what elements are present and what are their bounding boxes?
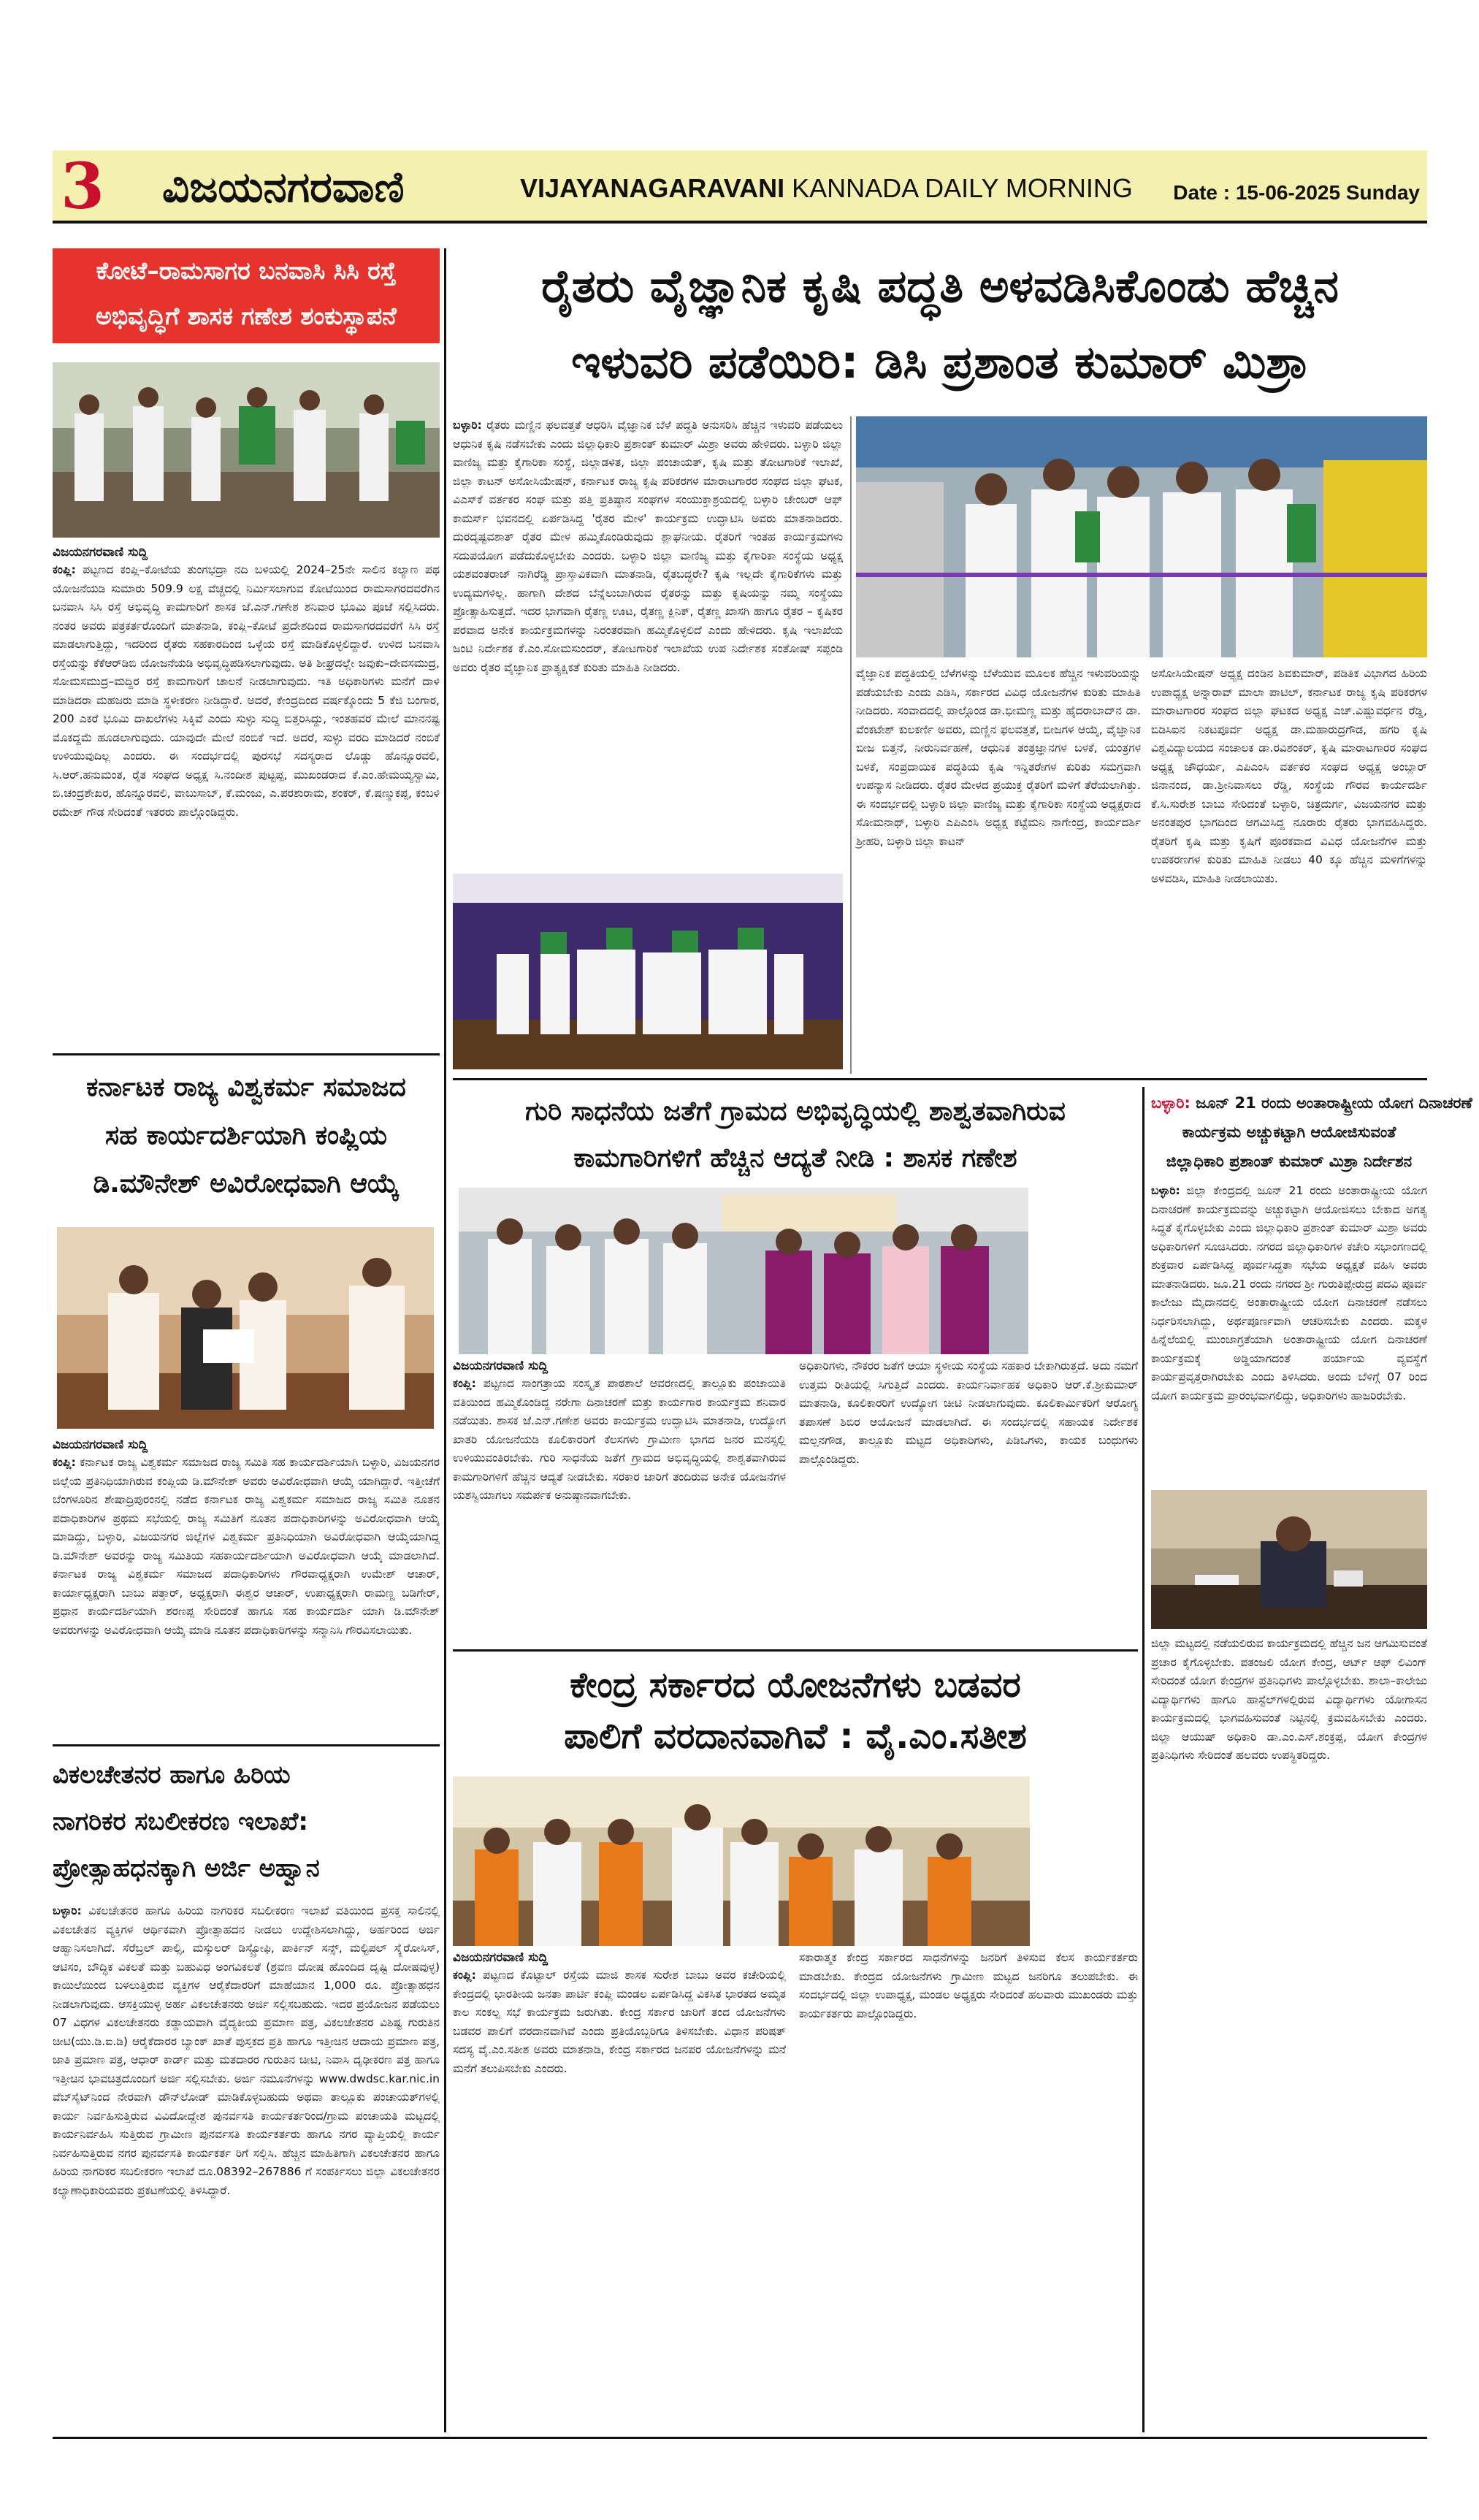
story-yoga-body-a [1151,1182,1427,1481]
column-rule-right [1142,1087,1144,2432]
story-kote-body-text: ಪಟ್ಟಣದ ಕಂಪ್ಲಿ–ಕೋಟೆಯ ತುಂಗಭದ್ರಾ ನದಿ ಬಳಿಯಲ್ಲಿ 2024–25ನೇ ಸಾಲಿನ ಕಲ್ಯಾಣ ಪಥ ಯೋಜನೆಯಡಿ ಸುಮಾರು 509.9 ಲಕ್ಷ ವೆಚ್ಚದಲ್ಲಿ ನಿರ್ಮಿಸಲಾಗುವ ಕೋಟೆಯಿಂದ ರಾಮಸಾಗರದವರೆಗಿನ ಬನವಾಸಿ ಸಿಸಿ ರಸ್ತೆ ಅಭಿವೃದ್ಧಿ ಕಾಮಗಾರಿಗೆ ಶಾಸಕ ಜೆ.ಎನ್.ಗಣೇಶ ಶನಿವಾರ ಭೂಮಿ ಪೂಜೆ ಸಲ್ಲಿಸಿದರು. ನಂತರ ಅವರು ಪತ್ರಕರ್ತರೊಂದಿಗೆ ಮಾತನಾಡಿ, ಕಂಪ್ಲಿ–ಕೋಟೆ ಪ್ರದೇಶದಿಂದ ರಾಮಸಾಗರದವರೆಗೆ ಸಿಸಿ ರಸ್ತೆ ಮಾಡಲಾಗುತ್ತಿದ್ದು, ಇದರಿಂದ ರೈತರು ಸಹಕಾರದಿಂದ ಒಳ್ಳೆಯ ರಸ್ತೆ ಮಾಡಿಕೊಳ್ಳಲಿದ್ದಾರೆ. ಉಳಿದ ಬನವಾಸಿ ರಸ್ತೆಯನ್ನು ಕೆಕೆಆರ್‌ಡಿಬಿ ಯೋಜನೆಯಡಿ ಅಭಿವೃದ್ಧಿಪಡಿಸಲಾಗುವುದು. ಅತಿ ಶೀಘ್ರದಲ್ಲೇ ಜವುಕು–ದೇವಸಮುದ್ರ, ಸೋಮಸಮುದ್ರ–ಮದ್ದಿರ ರಸ್ತೆ ಕಾಮಗಾರಿಗೆ ಚಾಲನೆ ನೀಡಲಾಗುವುದು. ಇತಿ ಅಧಿಕಾರಿಗಳು ಮನೆಗೆ ದಾಳಿ ಮಾಡಿದರಾ ಮಹಜರು ಮಾಡಿ ಸ್ಥಳೀಕರಣ ನೀಡಿದ್ದಾರೆ. ಅದರೆ, ಕೇಂದ್ರದಿಂದ ವರ್ಷಕ್ಕೊಂದು 5 ಕೆಜಿ ಬಂಗಾರ, 200 ಎಕರೆ ಭೂಮಿ ದಾಖಲೆಗಳು ಸಿಕ್ಕಿವೆ ಎಂದು ಸುಳ್ಳು ಸುದ್ದಿ ಬಿತ್ತರಿಸಿದ್ದು, ಇಂತಹವರ ಮೇಲೆ ಮಾನನಷ್ಟ ಮೊಕದ್ದಮೆ ಹೂಡಲಾಗುವುದು. ಯಾವುದೇ ಮೇಲೆ ನಂಬಿಕೆ ಇದೆ. ಅದರೆ, ಸುಳ್ಳು ವರದಿ ಮಾಡಿದರೆ ನಂಬಿಕೆ ಉಳಿಯುವುದಿಲ್ಲ ಎಂದರು. ಈ ಸಂದರ್ಭದಲ್ಲಿ ಪುರಸಭೆ ಸದಸ್ಯರಾದ ಲೊಡ್ಡು ಹೊನ್ನೂರವಲಿ, ಸಿ.ಆರ್.ಹನುಮಂತ, ರೈತ ಸಂಘದ ಅಧ್ಯಕ್ಷ ಸಿ.ನಂದೀಶ ಪುಟ್ಟಪ್ಪ, ಮುಖಂಡರಾದ ಕೆ.ಎಂ.ಹೇಮಯ್ಯಸ್ವಾಮಿ, ಬಿ.ಚಂದ್ರಶೇಖರ, ಹೊನ್ನೂರವಲಿ, ವಾಬುಸಾಬ್, ಕೆ.ಮಂಜು, ಎ.ಪರಶುರಾಮ, ಶಂಕರ್, ಕೆ.ಷಣ್ಮುಕಪ್ಪ, ಕಂಬಳಿ ರಮೇಶ್ ಗೌಡ ಸೇರಿದಂತೆ ಇತರರು ಪಾಲ್ಗೊಂಡಿದ್ದರು. [53,563,440,819]
divider-kote [53,1053,440,1055]
story-yoga-headline-line3: ಜಿಲ್ಲಾಧಿಕಾರಿ ಪ್ರಶಾಂತ್ ಕುಮಾರ್ ಮಿಶ್ರಾ ನಿರ್ದೇಶನ [1166,1153,1413,1170]
story-guri-headline-line2: ಕಾಮಗಾರಿಗಳಿಗೆ ಹೆಚ್ಚಿನ ಆದ್ಯತೆ ನೀಡಿ : ಶಾಸಕ ಗಣೇಶ [573,1143,1017,1173]
story-raitaru-ribbon-photo [856,416,1427,657]
story-vishwakarma-headline-line2: ಸಹ ಕಾರ್ಯದರ್ಶಿಯಾಗಿ ಕಂಪ್ಲಿಯ [105,1120,387,1150]
road-inauguration-photo-icon [53,362,440,538]
stage-event-photo-icon [453,874,843,1069]
divider-raitaru [453,1078,1427,1080]
story-kote-byline: ವಿಜಯನಗರವಾಣಿ ಸುದ್ದಿ [53,545,148,560]
logo-english-rest: KANNADA DAILY MORNING [784,173,1133,203]
story-raitaru-body-a [453,416,843,866]
story-kote-text [53,543,440,1047]
story-yoga-headline [1151,1088,1472,1177]
newspaper-logo-kannada: ವಿಜಯನಗರವಾಣಿ [162,162,405,212]
story-kote-body [53,561,440,1043]
divider-guri [453,1649,1138,1652]
story-vishwakarma-dateline: ಕಂಪ್ಲಿ: [53,1456,76,1469]
story-kendra-headline-line1: ಕೇಂದ್ರ ಸರ್ಕಾರದ ಯೋಜನೆಗಳು ಬಡವರ [570,1665,1021,1706]
column-rule-top-mid [850,416,852,1074]
story-raitaru-dateline: ಬಳ್ಳಾರಿ: [453,419,482,432]
story-yoga-col-bottom [1151,1635,1427,2428]
story-vikalachetana-body [53,1902,440,2425]
story-guri-dateline: ಕಂಪ್ಲಿ: [453,1377,476,1390]
story-yoga-headline-line2: ಕಾರ್ಯಕ್ರಮ ಅಚ್ಚುಕಟ್ಟಾಗಿ ಆಯೋಜಿಸುವಂತೆ [1182,1123,1396,1141]
story-yoga-col-top [1151,1182,1427,1484]
story-yoga-headline-line1-text: ಜೂನ್ 21 ರಂದು ಅಂತಾರಾಷ್ಟ್ರೀಯ ಯೋಗ ದಿನಾಚರಣೆ [1190,1094,1472,1112]
story-kote-headline-line1: ಕೋಟೆ–ರಾಮಸಾಗರ ಬನವಾಸಿ ಸಿಸಿ ರಸ್ತೆ [96,256,397,285]
story-yoga-headline-lead: ಬಳ್ಳಾರಿ: [1151,1094,1191,1112]
masthead [53,150,1427,224]
story-kote-photo [53,362,440,538]
story-raitaru-body-b: ವೈಜ್ಞಾನಿಕ ಪದ್ಧತಿಯಲ್ಲಿ ಬೆಳೆಗಳನ್ನು ಬೆಳೆಯುವ ಮೂಲಕ ಹೆಚ್ಚಿನ ಇಳುವರಿಯನ್ನು ಪಡೆಯಬೇಕು ಎಂದು ಎಡಿಸಿ, ಸರ್ಕಾರದ ವಿವಿಧ ಯೋಜನೆಗಳ ಕುರಿತು ಮಾಹಿತಿ ನೀಡಿದರು. ಸಂವಾದದಲ್ಲಿ ಪಾಲ್ಗೊಂಡ ಡಾ.ಭೀಮಣ್ಣ ಮತ್ತು ಹೈದರಾಬಾದ್‌ನ ಡಾ. ವೆಂಕಟೇಶ್ ಕುಲಕರ್ಣಿ ಅವರು, ಮಣ್ಣಿನ ಫಲವತ್ತತೆ, ಬೀಜಗಳ ಆಯ್ಕೆ, ವೈಜ್ಞಾನಿಕ ಬೀಜ ಬಿತ್ತನೆ, ನೀರುನಿರ್ವಹಣೆ, ಆಧುನಿಕ ತಂತ್ರಜ್ಞಾನಗಳ ಬಳಕೆ, ಯಂತ್ರಗಳ ಬಳಕೆ, ಸಂಪ್ರದಾಯಿಕ ಪದ್ಧತಿಯ ಕೃಷಿ ಇನ್ನಿತರೇಗಳ ಕುರಿತು ಸಮಗ್ರವಾಗಿ ಉಪನ್ಯಾಸ ನೀಡಿದರು. ರೈತರ ಮೇಳದ ಪ್ರಯುಕ್ತ ರೈತರಿಗೆ ಮಳಿಗೆ ತೆರೆಯಲಾಗಿತ್ತು. ಈ ಸಂದರ್ಭದಲ್ಲಿ ಬಳ್ಳಾರಿ ಜಿಲ್ಲಾ ವಾಣಿಜ್ಯ ಮತ್ತು ಕೈಗಾರಿಕಾ ಸಂಸ್ಥೆಯ ಅಧ್ಯಕ್ಷರಾದ ಸೋಮನಾಥ್, ಬಳ್ಳಾರಿ ಎಪಿಎಂಸಿ ಅಧ್ಯಕ್ಷ ಕಟ್ಟೆಮನಿ ನಾಗೇಂದ್ರ, ಕಾರ್ಯದರ್ಶಿ ಶ್ರೀಹರಿ, ಬಳ್ಳಾರಿ ಜಿಲ್ಲಾ ಕಾಟನ್ [856,667,1141,848]
story-vishwakarma-byline: ವಿಜಯನಗರವಾಣಿ ಸುದ್ದಿ [53,1437,148,1452]
story-kote-headline-line2: ಅಭಿವೃದ್ಧಿಗೆ ಶಾಸಕ ಗಣೇಶ ಶಂಕುಸ್ಥಾಪನೆ [96,302,397,330]
story-yoga-dateline: ಬಳ್ಳಾರಿ: [1151,1184,1180,1197]
story-raitaru-col1 [453,416,843,869]
story-guri-byline: ವಿಜಯನಗರವಾಣಿ ಸುದ್ದಿ [453,1359,549,1373]
story-guri-col2 [799,1357,1138,1643]
story-kote-dateline: ಕಂಪ್ಲಿ: [53,563,76,576]
issue-date: Date : 15-06-2025 Sunday [1173,181,1420,204]
felicitation-photo-icon [57,1227,434,1429]
story-kendra-body-b: ಸಕಾರಾತ್ಮಕ ಕೇಂದ್ರ ಸರ್ಕಾರದ ಸಾಧನೆಗಳನ್ನು ಜನರಿಗೆ ತಿಳಿಸುವ ಕೆಲಸ ಕಾರ್ಯಕರ್ತರು ಮಾಡಬೇಕು. ಕೇಂದ್ರದ ಯೋಜನೆಗಳು ಗ್ರಾಮೀಣ ಮಟ್ಟದ ಜನರಿಗೂ ತಲುಪಬೇಕು. ಈ ಸಂದರ್ಭದಲ್ಲಿ ಜಿಲ್ಲಾ ಉಪಾಧ್ಯಕ್ಷ, ಮಂಡಲ ಅಧ್ಯಕ್ಷರು ಸೇರಿದಂತೆ ಹಲವಾರು ಮುಖಂಡರು ಮತ್ತು ಕಾರ್ಯಕರ್ತರು ಪಾಲ್ಗೊಂಡಿದ್ದರು. [799,1951,1138,2020]
story-kendra-col1 [453,1949,786,2428]
story-guri-body-b: ಅಧಿಕಾರಿಗಳು, ನೌಕರರ ಜತೆಗೆ ಆಯಾ ಸ್ಥಳೀಯ ಸಂಸ್ಥೆಯ ಸಹಕಾರ ಬೇಕಾಗಿರುತ್ತದೆ. ಅದು ನಮಗೆ ಉತ್ತಮ ರೀತಿಯಲ್ಲಿ ಸಿಗುತ್ತಿದೆ ಎಂದರು. ಕಾರ್ಯನಿರ್ವಾಹಕ ಅಧಿಕಾರಿ ಆರ್.ಕೆ.ಶ್ರೀಕುಮಾರ್ ಮಾತನಾಡಿ, ಕೂಲಿಕಾರರಿಗೆ ಉದ್ಯೋಗ ಚೀಟಿ ನೀಡಲಾಗುವುದು. ಕೂಲಿಕಾರ್ಮಿಕರಿಗೆ ಆರೋಗ್ಯ ತಪಾಸಣೆ ಶಿಬಿರ ಆಯೋಜನೆ ಮಾಡಲಾಗಿದೆ. ಈ ಸಂದರ್ಭದಲ್ಲಿ ಸಹಾಯಕ ನಿರ್ದೇಶಕ ಮಲ್ಲನಗೌಡ, ತಾಲ್ಲೂಕು ಮಟ್ಟದ ಅಧಿಕಾರಿಗಳು, ಪಿಡಿಒಗಳು, ಕಾಯಕ ಬಂಧುಗಳು ಪಾಲ್ಗೊಂಡಿದ್ದರು. [799,1359,1138,1466]
story-guri-body-a [453,1375,786,1639]
story-raitaru-body-c: ಅಸೋಸಿಯೇಷನ್ ಅಧ್ಯಕ್ಷ ದಂಡಿನ ಶಿವಕುಮಾರ್, ಪಡಿತಿಕ ವಿಭಾಗದ ಹಿರಿಯ ಉಪಾಧ್ಯಕ್ಷ ಅನ್ನಾರಾವ್ ಮಾಲಾ ಪಾಟಿಲ್, ಕರ್ನಾಟಕ ರಾಜ್ಯ ಕೃಷಿ ಪರಿಕರಗಳ ಮಾರಾಟಗಾರರ ಸಂಘದ ಜಿಲ್ಲಾ ಘಟಕದ ಅಧ್ಯಕ್ಷ ಎಚ್.ವಿಷ್ಣುವರ್ಧನ ರೆಡ್ಡಿ, ಬಿಡಿಸಿಐನ ನಿಕಟಪೂರ್ವ ಅಧ್ಯಕ್ಷ ಡಾ.ಮಹಾರುದ್ರಗೌಡ, ಹಗರಿ ಕೃಷಿ ವಿಶ್ವವಿದ್ಯಾಲಯದ ಸಂಚಾಲಕ ಡಾ.ರವಿಶಂಕರ್, ಕೃಷಿ ಮಾರಾಟಗಾರರ ಸಂಘದ ಅಧ್ಯಕ್ಷ ಚೌಧರ್ಯ, ಎಪಿಎಂಸಿ ವರ್ತಕರ ಸಂಘದ ಅಧ್ಯಕ್ಷ ಅಂಬ್ಲಾರ್ ಜಿನಾನಂದ, ಡಾ.ಶ್ರೀನಿವಾಸಲು ರೆಡ್ಡಿ, ಸಂಸ್ಥೆಯ ಗೌರವ ಕಾರ್ಯದರ್ಶಿ ಕೆ.ಸಿ.ಸುರೇಶ ಬಾಬು ಸೇರಿದಂತೆ ಬಳ್ಳಾರಿ, ಚಿತ್ರದುರ್ಗ, ವಿಜಯನಗರ ಮತ್ತು ಅನಂತಪುರ ಭಾಗದಿಂದ ಆಗಮಿಸಿದ್ದ ನೂರಾರು ರೈತರು ಭಾಗವಹಿಸಿದ್ದರು. ರೈತರಿಗೆ ಕೃಷಿ ಮತ್ತು ಕೃಷಿಗೆ ಪೂರಕವಾದ ವಿವಿಧ ಯೋಜನೆಗಳ ಮತ್ತು ಉಪಕರಣಗಳ ಕುರಿತು ಮಾಹಿತಿ ನೀಡಲು 40 ಕ್ಕೂ ಹೆಚ್ಚಿನ ಮಳಿಗೆಗಳನ್ನು ಅಳವಡಿಸಿ, ಮಾಹಿತಿ ನೀಡಲಾಯಿತು. [1151,667,1427,885]
ribbon-cutting-photo-icon [856,416,1427,657]
story-vishwakarma-headline-line3: ಡಿ.ಮೌನೇಶ್ ಅವಿರೋಧವಾಗಿ ಆಯ್ಕೆ [93,1169,400,1199]
story-vishwakarma-text [53,1436,440,1737]
story-raitaru-col2 [856,665,1141,1074]
story-raitaru-stage-photo [453,874,843,1069]
story-yoga-headline-line1 [1151,1088,1472,1118]
page-bottom-rule [53,2437,1427,2439]
story-raitaru-headline-line1: ರೈತರು ವೈಜ್ಞಾನಿಕ ಕೃಷಿ ಪದ್ಧತಿ ಅಳವಡಿಸಿಕೊಂಡು ಹೆಚ್ಚಿನ [541,259,1339,313]
story-kendra-photo [453,1776,1030,1946]
story-vikalachetana-headline-line1: ವಿಕಲಚೇತನರ ಹಾಗೂ ಹಿರಿಯ [53,1760,291,1790]
story-guri-headline [453,1088,1138,1183]
story-vishwakarma-headline-line1: ಕರ್ನಾಟಕ ರಾಜ್ಯ ವಿಶ್ವಕರ್ಮ ಸಮಾಜದ [86,1072,406,1102]
story-yoga-body-a-text: ಜಿಲ್ಲಾ ಕೇಂದ್ರದಲ್ಲಿ ಜೂನ್ 21 ರಂದು ಅಂತಾರಾಷ್ಟ್ರೀಯ ಯೋಗ ದಿನಾಚರಣೆ ಕಾರ್ಯಕ್ರಮವನ್ನು ಅಚ್ಚುಕಟ್ಟಾಗಿ ಆಯೋಜಿಸಲು ಬೇಕಾದ ಅಗತ್ಯ ಸಿದ್ಧತೆ ಕೈಗೊಳ್ಳಬೇಕು ಎಂದು ಜಿಲ್ಲಾಧಿಕಾರಿ ಪ್ರಶಾಂತ್ ಕುಮಾರ್ ಮಿಶ್ರಾ ಅವರು ಅಧಿಕಾರಿಗಳಿಗೆ ಸೂಚಿಸಿದರು. ನಗರದ ಜಿಲ್ಲಾಧಿಕಾರಿಗಳ ಕಚೇರಿ ಸಭಾಂಗಣದಲ್ಲಿ ಶುಕ್ರವಾರ ಏರ್ಪಡಿಸಿದ್ದ ಪೂರ್ವಸಿದ್ಧತಾ ಸಭೆಯ ಅಧ್ಯಕ್ಷತೆ ವಹಿಸಿ ಅವರು ಮಾತನಾಡಿದರು. ಜೂ.21 ರಂದು ನಗರದ ಶ್ರೀ ಗುರುತಿಪ್ಪೇರುದ್ರ ಪದವಿ ಪೂರ್ವ ಕಾಲೇಜು ಮೈದಾನದಲ್ಲಿ ಅಂತಾರಾಷ್ಟ್ರೀಯ ಯೋಗ ದಿನಾಚರಣೆ ನಡೆಸಲು ನಿರ್ಧರಿಸಲಾಗಿದ್ದು, ಅರ್ಥಪೂರ್ಣವಾಗಿ ಆಚರಿಸಬೇಕು ಎಂದರು. ಮಕ್ಕಳ ಹಿನ್ನೆಲೆಯಲ್ಲಿ ಮುಂಜಾಗ್ರತೆಯಾಗಿ ಅಂತಾರಾಷ್ಟ್ರೀಯ ಯೋಗ ದಿನಾಚರಣೆ ಕಾರ್ಯಕ್ರಮಕ್ಕೆ ಅಡ್ಡಿಯಾಗದಂತೆ ಪರ್ಯಾಯ ವ್ಯವಸ್ಥೆಗೆ ಕಾರ್ಯಪ್ರವೃತ್ತರಾಗಿರಬೇಕು ಎಂದು ತಿಳಿಸಿದರು. ಅಂದು ಬೆಳಿಗ್ಗೆ 07 ರಿಂದ ಯೋಗ ಕಾರ್ಯಕ್ರಮ ಪ್ರಾರಂಭವಾಗಲಿದ್ದು, ಅಧಿಕಾರಿಗಳು ಹಾಜರಿರಬೇಕು. [1151,1184,1427,1402]
story-kendra-headline [453,1660,1138,1762]
column-rule-left [444,248,446,2432]
story-guri-headline-line1: ಗುರಿ ಸಾಧನೆಯ ಜತೆಗೆ ಗ್ರಾಮದ ಅಭಿವೃದ್ಧಿಯಲ್ಲಿ ಶಾಶ್ವತವಾಗಿರುವ [525,1096,1066,1126]
story-kendra-headline-line2: ಪಾಲಿಗೆ ವರದಾನವಾಗಿವೆ : ವೈ.ಎಂ.ಸತೀಶ [564,1716,1027,1757]
story-guri-col1 [453,1357,786,1643]
story-vikalachetana-text [53,1902,440,2428]
story-vikalachetana-body-text: ವಿಕಲಚೇತನರ ಹಾಗೂ ಹಿರಿಯ ನಾಗರಿಕರ ಸಬಲೀಕರಣ ಇಲಾಖೆ ವತಿಯಿಂದ ಪ್ರಸಕ್ತ ಸಾಲಿನಲ್ಲಿ ವಿಕಲಚೇತನ ವ್ಯಕ್ತಿಗಳ ಆರ್ಥಿಕವಾಗಿ ಪ್ರೋತ್ಸಾಹದನ ನೀಡಲು ಉದ್ದೇಶಿಸಲಾಗಿದ್ದು, ಅರ್ಹರಿಂದ ಅರ್ಜಿ ಆಹ್ವಾನಿಸಲಾಗಿದೆ. ಸೆರೆಬ್ರಲ್ ಪಾಲ್ಸಿ, ಮಸ್ಕುಲರ್ ಡಿಸ್ಟ್ರೋಫಿ, ಪಾರ್ಕಿನ್ ಸನ್ಸ್, ಮಲ್ಟಿಪಲ್ ಸ್ಕ್ಲೆರೋಸಿಸ್, ಆಟಿಸಂ, ಬೌದ್ಧಿಕ ವಿಕಲತೆ ಮತ್ತು ಬಹುವಿಧ ಅಂಗವಿಕಲತೆ (ಶ್ರವಣ ದೋಷ ಹೊಂದಿದ ದೃಷ್ಟಿ ದೋಷವುಳ್ಳ) ಕಾಯಿಲೆಯಿಂದ ಬಳಲುತ್ತಿರುವ ವ್ಯಕ್ತಿಗಳ ಆರೈಕೆದಾರರಿಗೆ ಮಾಹೆಯಾನ 1,000 ರೂ. ಪ್ರೋತ್ಸಾಹಧನ ನೀಡಲಾಗುವುದು. ಆಸಕ್ತಿಯುಳ್ಳ ಅರ್ಹ ವಿಕಲಚೇತನರು ಅರ್ಜಿ ಸಲ್ಲಿಸಬಹುದು. ಇದರ ಪ್ರಯೋಜನ ಪಡೆಯಲು 07 ವಿಧಗಳ ವಿಕಲಚೇತನರು ಕಡ್ಡಾಯವಾಗಿ ವೈದ್ಯಕೀಯ ಪ್ರಮಾಣ ಪತ್ರ, ವಿಕಲಚೇತನರ ವಿಶಿಷ್ಟ ಗುರುತಿನ ಚೀಟಿ(ಯು.ಡಿ.ಐ.ಡಿ) ಆರೈಕೆದಾರರ ಬ್ಯಾಂಕ್ ಖಾತೆ ಪುಸ್ತಕದ ಪ್ರತಿ ಹಾಗೂ ಇತ್ತೀಚಿನ ಆದಾಯ ಪ್ರಮಾಣ ಪತ್ರ, ಜಾತಿ ಪ್ರಮಾಣ ಪತ್ರ, ಆಧಾರ್ ಕಾರ್ಡ್ ಮತ್ತು ಮತದಾರರ ಗುರುತಿನ ಚೀಟಿ, ನಿವಾಸಿ ದೃಢೀಕರಣ ಪತ್ರ ಹಾಗೂ ಇತ್ತೀಚಿನ ಭಾವಚಿತ್ರದೊಂದಿಗೆ ಅರ್ಜಿ ಸಲ್ಲಿಸಬೇಕು. ಅರ್ಜಿ ನಮೂನೆಗಳನ್ನು www.dwdsc.kar.nic.in ವೆಬ್‌ಸೈಟ್‌ನಿಂದ ನೇರವಾಗಿ ಡೌನ್‌ಲೋಡ್ ಮಾಡಿಕೊಳ್ಳಬಹುದು ಅಥವಾ ತಾಲ್ಲೂಕು ಪಂಚಾಯತ್‌ಗಳಲ್ಲಿ ಕಾರ್ಯ ನಿರ್ವಹಿಸುತ್ತಿರುವ ವಿವಿದೋದ್ದೇಶ ಪುನರ್ವಸತಿ ಕಾರ್ಯಕರ್ತರಿಂದ/ಗ್ರಾಮ ಪಂಚಾಯತಿ ಮಟ್ಟದಲ್ಲಿ ಕಾರ್ಯನಿರ್ವಹಿಸಿ ಸುತ್ತಿರುವ ಗ್ರಾಮೀಣ ಪುನರ್ವಸತಿ ಕಾರ್ಯಕರ್ತರು ಹಾಗೂ ನಗರ ವ್ಯಾಪ್ತಿಯಲ್ಲಿ ಕಾರ್ಯ ನಿರ್ವಹಿಸುತ್ತಿರುವ ನಗರ ಪುನರ್ವಸತಿ ಕಾರ್ಯಕರ್ತ ರಿಗೆ ಸಲ್ಲಿಸಿ. ಹೆಚ್ಚಿನ ಮಾಹಿತಿಗಾಗಿ ವಿಕಲಚೇತನರ ಹಾಗೂ ಹಿರಿಯ ನಾಗರಿಕರ ಸಬಲೀಕರಣ ಇಲಾಖೆ ದೂ.08392–267886 ಗೆ ಸಂಪರ್ಕಿಸಲು ಜಿಲ್ಲಾ ವಿಕಲಚೇತನರ ಕಲ್ಯಾಣಾಧಿಕಾರಿಯವರು ಪ್ರಕಟಣೆಯಲ್ಲಿ ತಿಳಿಸಿದ್ದಾರೆ. [53,1904,440,2197]
page-number: 3 [61,150,104,224]
newspaper-logo-english [520,171,1133,206]
logo-english-bold: VIJAYANAGARAVANI [520,173,785,203]
official-meeting-photo-icon [1151,1490,1427,1629]
lamp-lighting-photo-icon [459,1188,1028,1354]
story-raitaru-body-a-text: ರೈತರು ಮಣ್ಣಿನ ಫಲವತ್ತತೆ ಆಧರಿಸಿ ವೈಜ್ಞಾನಿಕ ಬೆಳೆ ಪದ್ಧತಿ ಅನುಸರಿಸಿ ಹೆಚ್ಚಿನ ಇಳುವರಿ ಪಡೆಯಲು ಆಧುನಿಕ ಕೃಷಿ ನಡೆಸಬೇಕು ಎಂದು ಜಿಲ್ಲಾಧಿಕಾರಿ ಪ್ರಶಾಂತ್ ಕುಮಾರ್ ಮಿಶ್ರಾ ಅವರು ಹೇಳಿದರು. ಬಳ್ಳಾರಿ ಜಿಲ್ಲಾ ವಾಣಿಜ್ಯ ಮತ್ತು ಕೈಗಾರಿಕಾ ಸಂಸ್ಥೆ, ಜಿಲ್ಲಾಡಳಿತ, ಜಿಲ್ಲಾ ಪಂಚಾಯತ್, ಕೃಷಿ ಮತ್ತು ತೋಟಗಾರಿಕೆ ಇಲಾಖೆ, ಜಿಲ್ಲಾ ಕಾಟನ್ ಅಸೋಸಿಯೇಷನ್, ಕರ್ನಾಟಕ ರಾಜ್ಯ ಕೃಷಿ ಪರಿಕರಗಳ ಮಾರಾಟಗಾರರ ಸಂಘದ ಜಿಲ್ಲಾ ಘಟಕ, ವಿಎಸ್‌ಕೆ ವರ್ತಕರ ಸಂಘ ಮತ್ತು ಪತ್ತಿ ಪ್ರತಿಷ್ಠಾನ ಸಂಘಗಳ ಸಂಯುಕ್ತಾಶ್ರಯದಲ್ಲಿ ಬಳ್ಳಾರಿ ಚೇಂಬರ್ ಆಫ್ ಕಾಮರ್ಸ್ ಭವನದಲ್ಲಿ ಏರ್ಪಡಿಸಿದ್ದ 'ರೈತರ ಮೇಳ' ಕಾರ್ಯಕ್ರಮ ಉದ್ಘಾಟಿಸಿ ಅವರು ಮಾತನಾಡಿದರು. ದುರದೃಷ್ಟವಶಾತ್ ರೈತರ ಮೇಳ ಹಮ್ಮಿಕೊಂಡಿರುವುದು ಶ್ಲಾಘನೀಯ. ರೈತರಿಗೆ ಇಂತಹ ಕಾರ್ಯಕ್ರಮಗಳು ಸದುಪಯೋಗ ಪಡೆದುಕೊಳ್ಳಬೇಕು ಎಂದರು. ಬಳ್ಳಾರಿ ಜಿಲ್ಲಾ ವಾಣಿಜ್ಯ ಮತ್ತು ಕೈಗಾರಿಕಾ ಸಂಸ್ಥೆಯ ಅಧ್ಯಕ್ಷ ಯಶವಂತರಾಜ್ ನಾಗಿರೆಡ್ಡಿ ಪ್ರಾಸ್ತಾವಿಕವಾಗಿ ಮಾತನಾಡಿ, ರೈತಬದ್ಧರೇ? ಕೃಷಿ ಇಲ್ಲದೇ ಕೈಗಾರಿಕೆಗಳು ಮತ್ತು ಉದ್ಯಮಗಳಿಲ್ಲ. ಹಾಗಾಗಿ ದೇಶದ ಬೆನ್ನೆಲುಬಾಗಿರುವ ರೈತರನ್ನು ಮತ್ತು ಕೃಷಿಯನ್ನು ನಮ್ಮ ಸಂಸ್ಥೆಯು ಪ್ರೋತ್ಸಾಹಿಸುತ್ತದೆ. ಇದರ ಭಾಗವಾಗಿ ರೈತಣ್ಣ ಊಟ, ರೈತಣ್ಣ ಕ್ಲಿನಿಕ್, ರೈತಣ್ಣ ಖಾಸಗಿ ಹಾಗೂ ರೈತರ – ಕೃಷಿಕರ ಪರವಾದ ಅನೇಕ ಕಾರ್ಯಕ್ರಮಗಳನ್ನು ನಿರಂತರವಾಗಿ ಹಮ್ಮಿಕೊಳ್ಳಲಿದೆ ಎಂದು ಹೇಳಿದರು. ಕೃಷಿ ಇಲಾಖೆಯ ಜಂಟಿ ನಿರ್ದೇಶಕ ಕೆ.ಎಂ.ಸೋಮಸುಂದರ್, ತೋಟಗಾರಿಕೆ ಇಲಾಖೆಯ ಉಪ ನಿರ್ದೇಶಕ ಸಂತೋಷ್ ಸಪ್ಪಂಡಿ ಅವರು ರೈತರ ವೈಜ್ಞಾನಿಕ ಪ್ರಾತ್ಯಕ್ಷಿಕತೆ ಕುರಿತು ಮಾಹಿತಿ ನೀಡಿದರು. [453,419,843,674]
story-raitaru-col3 [1151,665,1427,1074]
story-guri-photo [459,1188,1028,1354]
story-kendra-dateline: ಕಂಪ್ಲಿ: [453,1969,476,1982]
story-vikalachetana-headline-line3: ಪ್ರೋತ್ಸಾಹಧನಕ್ಕಾಗಿ ಅರ್ಜಿ ಅಹ್ವಾನ [53,1854,320,1883]
party-meeting-photo-icon [453,1776,1030,1946]
story-vishwakarma-headline [53,1064,440,1214]
story-vishwakarma-photo [57,1227,434,1429]
story-kendra-byline: ವಿಜಯನಗರವಾಣಿ ಸುದ್ದಿ [453,1950,549,1965]
story-vikalachetana-headline-line2: ನಾಗರಿಕರ ಸಬಲೀಕರಣ ಇಲಾಖೆ: [53,1807,308,1836]
story-guri-body-a-text: ಪಟ್ಟಣದ ಸಾಂಗತ್ರಾಯ ಸಂಸ್ಕೃತ ಪಾಠಶಾಲೆ ಆವರಣದಲ್ಲಿ ತಾಲ್ಲೂಕು ಪಂಚಾಯಿತಿ ವತಿಯಿಂದ ಹಮ್ಮಿಕೊಂಡಿದ್ದ ನರೇಗಾ ದಿನಾಚರಣೆ ಮತ್ತು ಕಾರ್ಯಗಾರ ಕಾರ್ಯಕ್ರಮ ಶನಿವಾರ ನಡೆಯಿತು. ಶಾಸಕ ಜೆ.ಎನ್.ಗಣೇಶ ಅವರು ಕಾರ್ಯಕ್ರಮ ಉದ್ಘಾಟಿಸಿ ಮಾತನಾಡಿ, ಉದ್ಯೋಗ ಖಾತರಿ ಯೋಜನೆಯಡಿ ಕೂಲಿಕಾರರಿಗೆ ಕೆಲಸಗಳು ಗ್ರಾಮೀಣ ಭಾಗದ ಜನರ ಮನಸ್ಸಲ್ಲಿ ಉಳಿಯುವಂತಿರಬೇಕು. ಗುರಿ ಸಾಧನೆಯ ಜತೆಗೆ ಗ್ರಾಮದ ಅಭಿವೃದ್ಧಿಯಲ್ಲಿ ಶಾಶ್ವತವಾಗಿರುವ ಕಾಮಗಾರಿಗಳಿಗೆ ಹೆಚ್ಚಿನ ಆದ್ಯತೆ ನೀಡಬೇಕು. ಸರಕಾರ ಜಾರಿಗೆ ತಂದಿರುವ ಅನೇಕ ಯೋಜನೆಗಳ ಯಶಸ್ವಿಯಾಗಲು ಸಮರ್ಪಕ ಅನುಷ್ಠಾನವಾಗಬೇಕು. [453,1377,786,1502]
story-kote-headline [53,248,440,343]
story-kendra-col2 [799,1949,1138,2428]
story-vishwakarma-body [53,1454,440,1733]
story-vishwakarma-body-text: ಕರ್ನಾಟಕ ರಾಜ್ಯ ವಿಶ್ವಕರ್ಮ ಸಮಾಜದ ರಾಜ್ಯ ಸಮಿತಿ ಸಹ ಕಾರ್ಯದರ್ಶಿಯಾಗಿ ಬಳ್ಳಾರಿ, ವಿಜಯನಗರ ಜಿಲ್ಲೆಯ ಪ್ರತಿನಿಧಿಯಾಗಿರುವ ಕಂಪ್ಲಿಯ ಡಿ.ಮೌನೇಶ್ ಅವರು ಅವಿರೋಧವಾಗಿ ಆಯ್ಕೆ ಯಾಗಿದ್ದಾರೆ. ಇತ್ತೀಚೆಗೆ ಬೆಂಗಳೂರಿನ ಶೇಷಾದ್ರಿಪುರಂನಲ್ಲಿ ನಡೆದ ಕರ್ನಾಟಕ ರಾಜ್ಯ ವಿಶ್ವಕರ್ಮ ಸಮಾಜದ ರಾಜ್ಯ ಸಮಿತಿ ನೂತನ ಪದಾಧಿಕಾರಿಗಳ ಪ್ರಥಮ ಸಭೆಯಲ್ಲಿ ರಾಜ್ಯ ಸಮಿತಿಗೆ ನೂತನ ಪದಾಧಿಕಾರಿಗಳನ್ನು ಅವಿರೋಧವಾಗಿ ಆಯ್ಕೆ ಮಾಡಿದ್ದು, ಬಳ್ಳಾರಿ, ವಿಜಯನಗರ ಜಿಲ್ಲೆಗಳ ವಿಶ್ವಕರ್ಮ ಪ್ರತಿನಿಧಿಯಾಗಿ ಅವಿರೋಧವಾಗಿ ಆಯ್ಕೆಯಾಗಿದ್ದ ಡಿ.ಮೌನೇಶ್ ಅವರನ್ನು ರಾಜ್ಯ ಸಮಿತಿಯ ಸಹಕಾರ್ಯದರ್ಶಿಯಾಗಿ ಅವಿರೋಧವಾಗಿ ಆಯ್ಕೆ ಮಾಡಲಾಗಿದೆ. ಕರ್ನಾಟಕ ರಾಜ್ಯ ವಿಶ್ವಕರ್ಮ ಸಮಾಜದ ಪದಾಧಿಕಾರಿಗಳು ಗೌರವಾಧ್ಯಕ್ಷರಾಗಿ ಉಮೇಶ್ ಆಚಾರ್, ಕಾರ್ಯಾಧ್ಯಕ್ಷರಾಗಿ ಬಾಬು ಪತ್ತಾರ್, ಅಧ್ಯಕ್ಷರಾಗಿ ಈಶ್ವರ ಆಚಾರ್, ಉಪಾಧ್ಯಕ್ಷರಾಗಿ ರಾಮಣ್ಣ ಬಡಿಗೇರ್, ಪ್ರಧಾನ ಕಾರ್ಯದರ್ಶಿಯಾಗಿ ಶರಣಪ್ಪ ಸೇರಿದಂತೆ ಹಾಗೂ ಸಹ ಕಾರ್ಯದರ್ಶಿ ಯಾಗಿ ಡಿ.ಮೌನೇಶ್ ಅವರುಗಳನ್ನು ಅವಿರೋಧವಾಗಿ ಆಯ್ಕೆ ಮಾಡಿ ನೂತನ ಪದಾಧಿಕಾರಿಗಳನ್ನು ಸನ್ಮಾನಿಸಿ ಗೌರವಿಸಲಾಯಿತು. [53,1456,440,1637]
story-vikalachetana-dateline: ಬಳ್ಳಾರಿ: [53,1904,82,1917]
story-kendra-body-a-text: ಪಟ್ಟಣದ ಕೊಟ್ಟಾಲ್ ರಸ್ತೆಯ ಮಾಜಿ ಶಾಸಕ ಸುರೇಶ ಬಾಬು ಅವರ ಕಚೇರಿಯಲ್ಲಿ ಕೇಂದ್ರದಲ್ಲಿ ಭಾರತೀಯ ಜನತಾ ಪಾರ್ಟಿ ಕಂಪ್ಲಿ ಮಂಡಲ ಏರ್ಪಡಿಸಿದ್ದ ವಿಕಸಿತ ಭಾರತದ ಅಮೃತ ಕಾಲ ಸಂಕಲ್ಪ ಸಭೆ ಕಾರ್ಯಕ್ರಮ ಜರುಗಿತು. ಕೇಂದ್ರ ಸರ್ಕಾರ ಜಾರಿಗೆ ತಂದ ಯೋಜನೆಗಳು ಬಡವರ ಪಾಲಿಗೆ ವರದಾನವಾಗಿವೆ ಎಂದು ಪ್ರತಿಯೊಬ್ಬರಿಗೂ ತಿಳಿಸಬೇಕು. ವಿಧಾನ ಪರಿಷತ್ ಸದಸ್ಯ ವೈ.ಎಂ.ಸತೀಶ ಅವರು ಮಾತನಾಡಿ, ಕೇಂದ್ರ ಸರ್ಕಾರದ ಜನಪರ ಯೋಜನೆಗಳನ್ನು ಮನೆ ಮನೆಗೆ ತಲುಪಿಸಬೇಕು ಎಂದರು. [453,1969,786,2075]
story-vikalachetana-headline [53,1752,440,1898]
story-kendra-body-a [453,1966,786,2424]
story-yoga-body-b: ಜಿಲ್ಲಾ ಮಟ್ಟದಲ್ಲಿ ನಡೆಯಲಿರುವ ಕಾರ್ಯಕ್ರಮದಲ್ಲಿ ಹೆಚ್ಚಿನ ಜನ ಆಗಮಿಸುವಂತೆ ಪ್ರಚಾರ ಕೈಗೊಳ್ಳಬೇಕು. ಪತಂಜಲಿ ಯೋಗ ಕೇಂದ್ರ, ಆರ್ಟ್ ಆಫ್ ಲಿವಿಂಗ್ ಸೇರಿದಂತೆ ಯೋಗ ಕೇಂದ್ರಗಳ ಪ್ರತಿನಿಧಿಗಳು ಪಾಲ್ಗೊಳ್ಳಬೇಕು. ಶಾಲಾ–ಕಾಲೇಜು ವಿದ್ಯಾರ್ಥಿಗಳು ಹಾಗೂ ಹಾಸ್ಟೆಲ್‌ಗಳಲ್ಲಿರುವ ವಿದ್ಯಾರ್ಥಿಗಳು ಯೋಗಾಸನ ಕಾರ್ಯಕ್ರಮದಲ್ಲಿ ಭಾಗವಹಿಸುವಂತೆ ನಿಟ್ಟಿನಲ್ಲಿ ಕ್ರಮವಹಿಸಬೇಕು ಎಂದರು. ಜಿಲ್ಲಾ ಆಯುಷ್ ಅಧಿಕಾರಿ ಡಾ.ಎಂ.ಎಸ್.ಶಂಕ್ರಪ್ಪ, ಯೋಗ ಕೇಂದ್ರಗಳ ಪ್ರತಿನಿಧಿಗಳು ಸೇರಿದಂತೆ ಹಲವರು ಉಪಸ್ಥಿತರಿದ್ದರು. [1151,1637,1427,1762]
divider-vishwakarma [53,1744,440,1746]
story-yoga-photo [1151,1490,1427,1629]
story-raitaru-headline [453,248,1427,405]
story-raitaru-headline-line2: ಇಳುವರಿ ಪಡೆಯಿರಿ: ಡಿಸಿ ಪ್ರಶಾಂತ ಕುಮಾರ್ ಮಿಶ್ರಾ [571,335,1309,389]
